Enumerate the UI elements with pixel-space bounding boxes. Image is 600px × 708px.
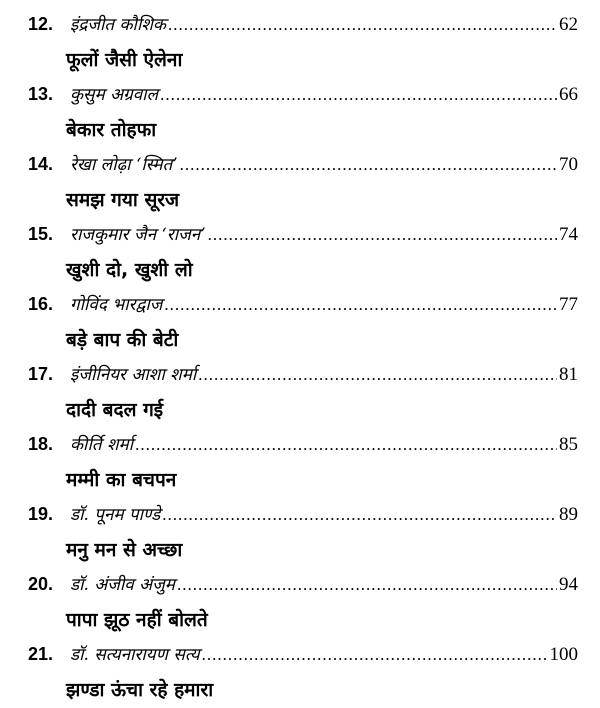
- author-name: कीर्ति शर्मा: [70, 435, 134, 455]
- entry-number: 16.: [28, 294, 54, 314]
- toc-author-line: [28, 222, 578, 252]
- story-title: झण्डा ऊंचा रहे हमारा: [66, 679, 214, 701]
- author-name: इंद्रजीत कौशिक: [70, 15, 166, 35]
- entry-number: 15.: [28, 224, 54, 244]
- toc-entry-12: [0, 8, 600, 78]
- story-title: बड़े बाप की बेटी: [66, 329, 179, 351]
- dot-leader: [162, 505, 557, 525]
- entry-number: 14.: [28, 154, 54, 174]
- story-title: बेकार तोहफा: [66, 119, 157, 141]
- dot-leader: [208, 225, 557, 245]
- dot-leader: [160, 85, 557, 105]
- dot-leader: [164, 295, 557, 315]
- toc-author-line: [28, 12, 578, 42]
- dot-leader: [168, 15, 557, 35]
- author-name: डॉ. अंजीव अंजुम: [70, 575, 175, 595]
- author-name: राजकुमार जैन ‘राजन’: [70, 225, 206, 245]
- entry-number: 13.: [28, 84, 54, 104]
- toc-entry-15: [0, 218, 600, 288]
- toc-author-line: [28, 502, 578, 532]
- entry-number: 20.: [28, 574, 54, 594]
- toc-entry-18: [0, 428, 600, 498]
- dot-leader: [135, 435, 557, 455]
- story-title: फूलों जैसी ऐलेना: [66, 49, 183, 71]
- toc-author-line: [28, 292, 578, 322]
- toc-entry-16: [0, 288, 600, 358]
- toc-author-line: [28, 642, 578, 672]
- author-name: डॉ. पूनम पाण्डे: [70, 505, 161, 525]
- page-number: 66: [559, 84, 578, 105]
- page-number: 85: [559, 434, 578, 455]
- dot-leader: [202, 645, 548, 665]
- story-title: दादी बदल गई: [66, 399, 164, 421]
- page-number: 94: [559, 574, 578, 595]
- table-of-contents: [0, 8, 600, 708]
- author-name: कुसुम अग्रवाल: [70, 85, 159, 105]
- page-number: 77: [559, 294, 578, 315]
- entry-number: 12.: [28, 14, 54, 34]
- page-number: 70: [559, 154, 578, 175]
- dot-leader: [177, 575, 557, 595]
- toc-author-line: [28, 432, 578, 462]
- story-title: समझ गया सूरज: [66, 189, 180, 211]
- entry-number: 19.: [28, 504, 54, 524]
- author-name: गोविंद भारद्वाज: [70, 295, 163, 315]
- toc-author-line: [28, 572, 578, 602]
- page-number: 89: [559, 504, 578, 525]
- page-number: 62: [559, 14, 578, 35]
- toc-entry-14: [0, 148, 600, 218]
- toc-entry-20: [0, 568, 600, 638]
- toc-entry-17: [0, 358, 600, 428]
- toc-entry-13: [0, 78, 600, 148]
- toc-author-line: [28, 362, 578, 392]
- story-title: पापा झूठ नहीं बोलते: [66, 609, 208, 631]
- toc-author-line: [28, 82, 578, 112]
- page-number: 100: [549, 644, 578, 665]
- page-number: 74: [559, 224, 578, 245]
- story-title: खुशी दो, खुशी लो: [66, 259, 193, 281]
- story-title: मम्मी का बचपन: [66, 469, 177, 491]
- page-number: 81: [559, 364, 578, 385]
- author-name: डॉ. सत्यनारायण सत्य: [70, 645, 200, 665]
- author-name: इंजीनियर आशा शर्मा: [70, 365, 197, 385]
- toc-entry-19: [0, 498, 600, 568]
- toc-author-line: [28, 152, 578, 182]
- entry-number: 21.: [28, 644, 54, 664]
- story-title: मनु मन से अच्छा: [66, 539, 183, 561]
- entry-number: 18.: [28, 434, 54, 454]
- author-name: रेखा लोढ़ा ‘स्मित’: [70, 155, 178, 175]
- dot-leader: [180, 155, 557, 175]
- dot-leader: [198, 365, 557, 385]
- toc-entry-21: [0, 638, 600, 708]
- entry-number: 17.: [28, 364, 54, 384]
